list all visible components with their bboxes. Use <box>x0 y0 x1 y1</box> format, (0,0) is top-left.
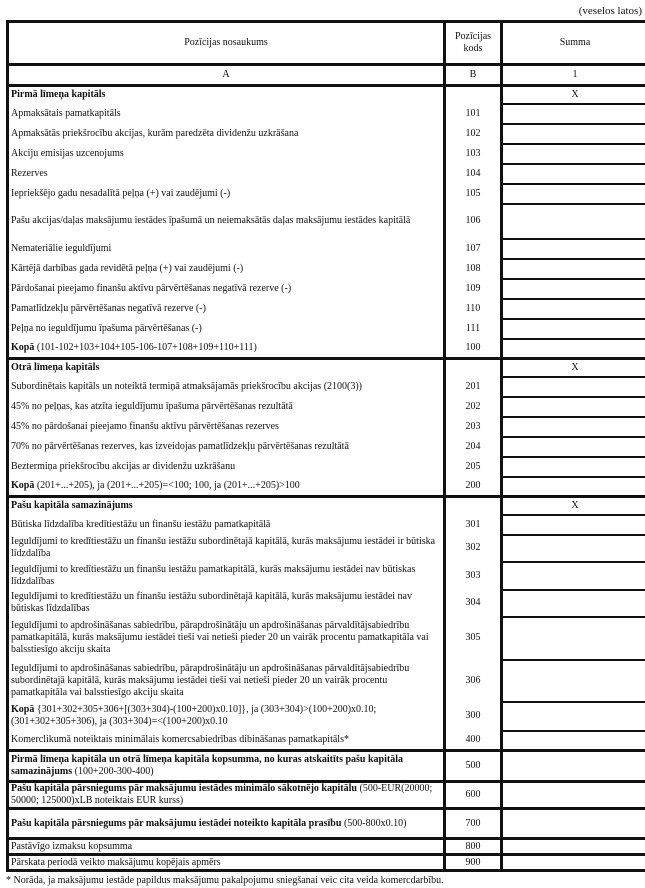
item-label <box>8 239 445 259</box>
item-label <box>8 702 445 731</box>
header-col-b: Pozīcijas kods <box>445 22 502 65</box>
item-code: 104 <box>445 164 502 184</box>
letter-b: B <box>445 65 502 86</box>
sum-input-cell[interactable] <box>502 339 645 359</box>
section <box>8 86 645 359</box>
table-row <box>8 731 645 751</box>
table-row <box>8 319 645 339</box>
table-row <box>8 477 645 497</box>
item-label <box>8 339 445 359</box>
section-title-text: Pašu kapitāla samazinājums <box>11 500 133 511</box>
item-label-text: 45% no peļņas, kas atzīta ieguldījumu īpašuma pārvērtēšanas rezultātā <box>11 401 293 412</box>
section-title-row <box>8 86 645 104</box>
table-row <box>8 617 645 660</box>
table-row <box>8 259 645 279</box>
item-code: 102 <box>445 124 502 144</box>
item-label-bold: Kopā <box>11 480 34 491</box>
header-col-sum: Summa <box>502 22 645 65</box>
item-label-text: Komerclikumā noteiktais minimālais komercsabiedrības dibināšanas pamatkapitāls* <box>11 734 349 745</box>
sum-input-cell[interactable] <box>502 855 645 871</box>
section <box>8 359 645 497</box>
unit-note: (veselos latos) <box>6 4 642 20</box>
item-label <box>8 477 445 497</box>
item-label-text: (500-800x0.10) <box>341 818 406 829</box>
section-code-empty <box>445 86 502 104</box>
sum-input-cell[interactable] <box>502 515 645 535</box>
section-code-empty <box>445 359 502 377</box>
sum-input-cell[interactable] <box>502 184 645 204</box>
sum-input-cell[interactable] <box>502 839 645 855</box>
item-label <box>8 562 445 590</box>
sum-input-cell[interactable] <box>502 397 645 417</box>
item-label <box>8 164 445 184</box>
sum-input-cell[interactable] <box>502 124 645 144</box>
item-code: 105 <box>445 184 502 204</box>
capital-table <box>6 20 645 872</box>
item-label <box>8 839 445 855</box>
item-code: 301 <box>445 515 502 535</box>
table-row <box>8 239 645 259</box>
item-label-text: Apmaksātais pamatkapitāls <box>11 108 121 119</box>
sum-input-cell[interactable] <box>502 809 645 839</box>
item-label-text: Rezerves <box>11 168 48 179</box>
sum-input-cell[interactable] <box>502 590 645 617</box>
total-section <box>8 751 645 782</box>
table-row <box>8 809 645 839</box>
section-title-row <box>8 359 645 377</box>
item-label-text: Akciju emisijas uzcenojums <box>11 148 124 159</box>
table-row <box>8 164 645 184</box>
sum-input-cell[interactable] <box>502 617 645 660</box>
item-label-text: (101-102+103+104+105-106-107+108+109+110+111) <box>34 342 257 353</box>
table-row <box>8 515 645 535</box>
item-label <box>8 377 445 397</box>
section-title <box>8 359 445 377</box>
item-code: 110 <box>445 299 502 319</box>
table-row <box>8 457 645 477</box>
table-row <box>8 104 645 124</box>
footnote: * Norāda, ja maksājumu iestāde papildus maksājumu pakalpojumu sniegšanai veic cita veida komercdarbību. <box>6 874 446 888</box>
section-title-row <box>8 497 645 515</box>
letters-row <box>8 65 645 86</box>
table-row <box>8 839 645 855</box>
item-label <box>8 535 445 562</box>
sum-input-cell[interactable] <box>502 319 645 339</box>
item-code: 600 <box>445 782 502 809</box>
item-label <box>8 184 445 204</box>
item-label <box>8 731 445 751</box>
section-title-text: Pirmā līmeņa kapitāls <box>11 89 105 100</box>
total-section <box>8 855 645 871</box>
table-row <box>8 124 645 144</box>
item-label-text: Pastāvīgo izmaksu kopsumma <box>11 841 132 852</box>
item-label-text: Pārdošanai pieejamo finanšu aktīvu pārvērtēšanas negatīvā rezerve (-) <box>11 283 291 294</box>
total-section <box>8 809 645 839</box>
item-code: 300 <box>445 702 502 731</box>
item-label-text: Ieguldījumi to kredītiestāžu un finanšu iestāžu subordinētajā kapitālā, kurās maksājumu iestādei nav būtiskas līdzdalības <box>11 591 412 614</box>
total-section <box>8 839 645 855</box>
sum-input-cell[interactable] <box>502 731 645 751</box>
sum-input-cell[interactable] <box>502 417 645 437</box>
item-code: 100 <box>445 339 502 359</box>
item-label-text: Apmaksātās priekšrocību akcijas, kurām paredzēta dividenžu uzkrāšana <box>11 128 298 139</box>
section-mark: X <box>502 497 645 515</box>
section-title-text: Otrā līmeņa kapitāls <box>11 362 99 373</box>
item-code: 306 <box>445 660 502 702</box>
item-label-text: Būtiska līdzdalība kredītiestāžu un finanšu iestāžu pamatkapitālā <box>11 519 270 530</box>
sum-input-cell[interactable] <box>502 702 645 731</box>
sum-input-cell[interactable] <box>502 299 645 319</box>
sum-input-cell[interactable] <box>502 437 645 457</box>
item-label-text: Subordinētais kapitāls un noteiktā termiņā atmaksājamās priekšrocību akcijas (2100(3)) <box>11 381 362 392</box>
item-label-text: Beztermiņa priekšrocību akcijas ar dividenžu uzkrāšanu <box>11 461 235 472</box>
sum-input-cell[interactable] <box>502 377 645 397</box>
sum-input-cell[interactable] <box>502 204 645 239</box>
sum-input-cell[interactable] <box>502 164 645 184</box>
item-label <box>8 590 445 617</box>
sum-input-cell[interactable] <box>502 457 645 477</box>
sum-input-cell[interactable] <box>502 104 645 124</box>
item-label-text: Ieguldījumi to apdrošināšanas sabiedrību, pārapdrošinātāju un apdrošināšanas pārvaldītājsabiedrību pamatkapitālā, kurās maksājumu iestādei tieši vai netieši pieder 20 un vairāk procentu pamatkapitāla vai balsstiesīgo akciju skaita <box>11 620 429 655</box>
item-label <box>8 259 445 279</box>
item-label-text: Iepriekšējo gadu nesadalītā peļņa (+) vai zaudējumi (-) <box>11 188 230 199</box>
item-code: 205 <box>445 457 502 477</box>
table-row <box>8 702 645 731</box>
item-code: 305 <box>445 617 502 660</box>
header-row <box>8 22 645 65</box>
item-label <box>8 124 445 144</box>
item-code: 500 <box>445 751 502 782</box>
item-label <box>8 437 445 457</box>
item-label <box>8 299 445 319</box>
section-code-empty <box>445 497 502 515</box>
item-code: 107 <box>445 239 502 259</box>
item-label <box>8 144 445 164</box>
item-code: 900 <box>445 855 502 871</box>
item-label <box>8 279 445 299</box>
item-label <box>8 855 445 871</box>
item-code: 101 <box>445 104 502 124</box>
sum-input-cell[interactable] <box>502 279 645 299</box>
item-code: 200 <box>445 477 502 497</box>
item-label <box>8 617 445 660</box>
item-label-text: Ieguldījumi to kredītiestāžu un finanšu iestāžu subordinētajā kapitālā, kurās maksājumu iestādei ir būtiska līdzdalība <box>11 536 435 559</box>
table-row <box>8 590 645 617</box>
item-label-bold: Pašu kapitāla pārsniegums pār maksājumu iestādes minimālo sākotnējo kapitālu <box>11 783 357 794</box>
letter-sum: 1 <box>502 65 645 86</box>
item-code: 204 <box>445 437 502 457</box>
sum-input-cell[interactable] <box>502 535 645 562</box>
item-code: 111 <box>445 319 502 339</box>
table-row <box>8 279 645 299</box>
section-title <box>8 497 445 515</box>
item-code: 400 <box>445 731 502 751</box>
item-label-text: {301+302+305+306+[(303+304)-(100+200)x0.10]}, ja (303+304)>(100+200)x0.10; (301+302+305+306), ja (303+304)=<(100+200)x0.10 <box>11 704 376 727</box>
section-title <box>8 86 445 104</box>
table-row <box>8 535 645 562</box>
table-row <box>8 204 645 239</box>
item-label-bold: Pašu kapitāla pārsniegums pār maksājumu iestādei noteikto kapitāla prasību <box>11 818 341 829</box>
item-label-text: (100+200-300-400) <box>72 766 153 777</box>
total-section <box>8 782 645 809</box>
table-row <box>8 397 645 417</box>
sum-input-cell[interactable] <box>502 239 645 259</box>
sum-input-cell[interactable] <box>502 782 645 809</box>
item-label-text: Pamatlīdzekļu pārvērtēšanas negatīvā rezerve (-) <box>11 303 206 314</box>
item-label-text: Ieguldījumi to kredītiestāžu un finanšu iestāžu pamatkapitālā, kurās maksājumu iestādei nav būtiskas līdzdalības <box>11 564 415 587</box>
table-row <box>8 437 645 457</box>
sum-input-cell[interactable] <box>502 751 645 782</box>
item-label <box>8 104 445 124</box>
section <box>8 497 645 751</box>
item-label-text: (201+...+205), ja (201+...+205)=<100; 100, ja (201+...+205)>100 <box>34 480 299 491</box>
table-row <box>8 299 645 319</box>
item-code: 700 <box>445 809 502 839</box>
item-code: 201 <box>445 377 502 397</box>
item-code: 103 <box>445 144 502 164</box>
table-row <box>8 144 645 164</box>
item-label <box>8 782 445 809</box>
item-label-bold: Kopā <box>11 704 34 715</box>
item-label-text: (500-EUR(20000; 50000; 125000)xLB noteiktais EUR kurss) <box>11 783 432 806</box>
sum-input-cell[interactable] <box>502 259 645 279</box>
table-row <box>8 562 645 590</box>
table-row <box>8 751 645 782</box>
item-code: 202 <box>445 397 502 417</box>
item-label <box>8 457 445 477</box>
section-mark: X <box>502 359 645 377</box>
item-code: 303 <box>445 562 502 590</box>
item-code: 203 <box>445 417 502 437</box>
table-row <box>8 339 645 359</box>
item-label <box>8 397 445 417</box>
item-label <box>8 515 445 535</box>
header-col-a: Pozīcijas nosaukums <box>8 22 445 65</box>
item-label-bold: Kopā <box>11 342 34 353</box>
item-label-text: Nemateriālie ieguldījumi <box>11 243 111 254</box>
table-row <box>8 660 645 702</box>
item-label <box>8 751 445 782</box>
sum-input-cell[interactable] <box>502 562 645 590</box>
item-label <box>8 204 445 239</box>
item-label <box>8 660 445 702</box>
item-label-text: Pašu akcijas/daļas maksājumu iestādes īpašumā un neiemaksātās daļas maksājumu iestādes kapitālā <box>11 215 410 226</box>
item-code: 108 <box>445 259 502 279</box>
item-label-text: Pārskata periodā veikto maksājumu kopējais apmērs <box>11 857 221 868</box>
item-code: 109 <box>445 279 502 299</box>
item-code: 800 <box>445 839 502 855</box>
sum-input-cell[interactable] <box>502 144 645 164</box>
item-label-bold: Pirmā līmeņa kapitāla un otrā līmeņa kapitāla kopsumma, no kuras atskaitīts pašu kapitāla samazinājums <box>11 754 403 777</box>
table-row <box>8 377 645 397</box>
item-code: 106 <box>445 204 502 239</box>
table-row <box>8 855 645 871</box>
item-label-text: Kārtējā darbības gada revidētā peļņa (+) vai zaudējumi (-) <box>11 263 243 274</box>
item-label <box>8 319 445 339</box>
sum-input-cell[interactable] <box>502 477 645 497</box>
table-row <box>8 184 645 204</box>
table-row <box>8 417 645 437</box>
item-code: 304 <box>445 590 502 617</box>
item-label-text: Ieguldījumi to apdrošināšanas sabiedrību, pārapdrošinātāju un apdrošināšanas pārvaldītājsabiedrību subordinētajā kapitālā, kurās maksājumu iestādei tieši vai netieši pieder 20 un vairāk procentu pamatkapitāla vai balsstiesīgo akciju skaita <box>11 663 409 698</box>
item-label-text: 70% no pārvērtēšanas rezerves, kas izveidojas pamatlīdzekļu pārvērtēšanas rezultātā <box>11 441 349 452</box>
item-label <box>8 809 445 839</box>
item-label-text: Peļņa no ieguldījumu īpašuma pārvērtēšanas (-) <box>11 323 202 334</box>
section-mark: X <box>502 86 645 104</box>
item-code: 302 <box>445 535 502 562</box>
sum-input-cell[interactable] <box>502 660 645 702</box>
item-label-text: 45% no pārdošanai pieejamo finanšu aktīvu pārvērtēšanas rezerves <box>11 421 279 432</box>
letter-a: A <box>8 65 445 86</box>
item-label <box>8 417 445 437</box>
table-row <box>8 782 645 809</box>
